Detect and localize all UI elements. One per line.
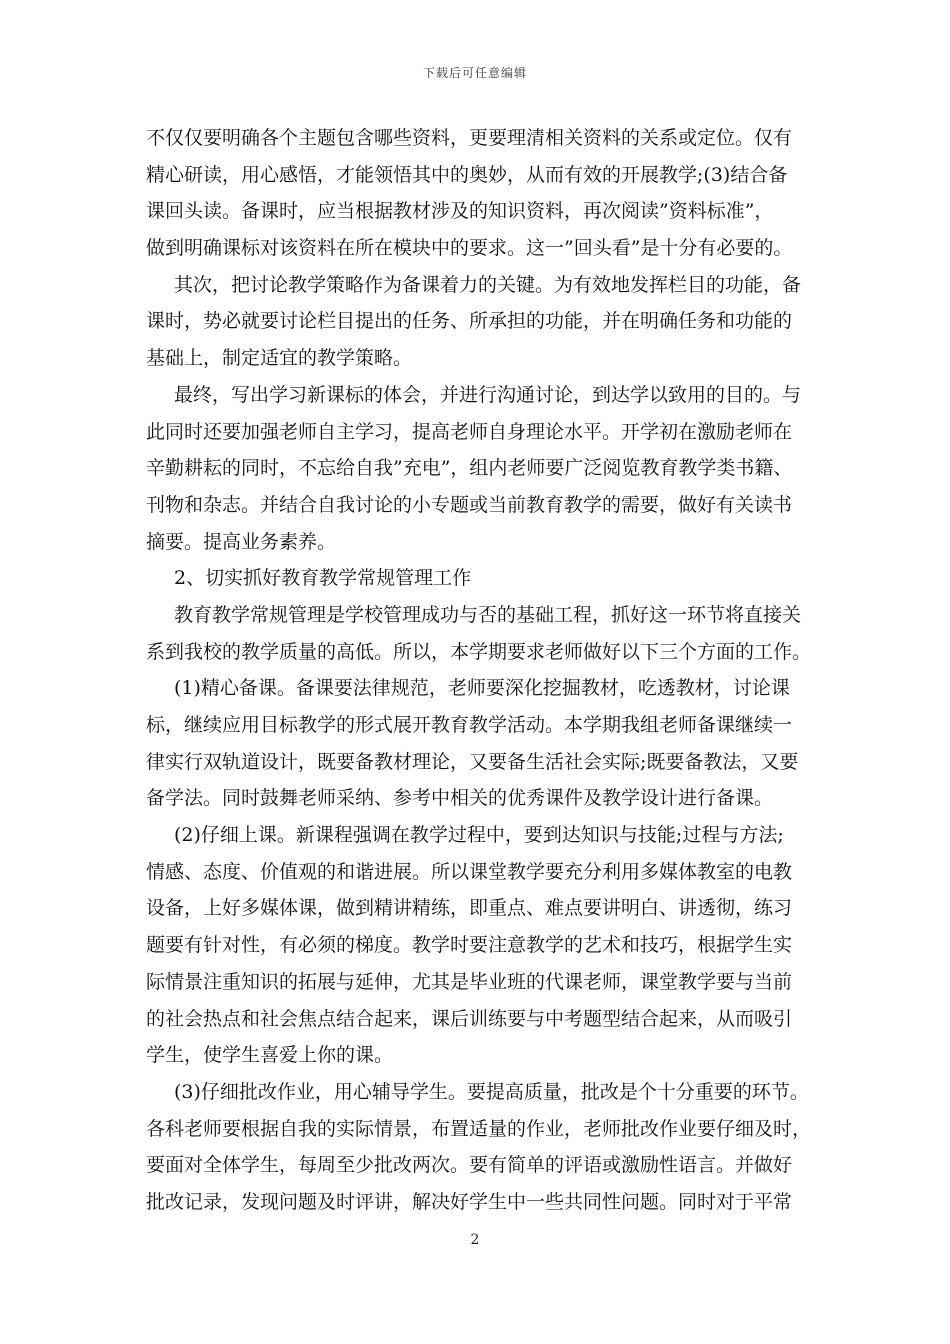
text-line: 题要有针对性，有必须的梯度。教学时要注意教学的艺术和技巧，根据学生实 [146,934,793,957]
text-line: 精心研读，用心感悟，才能领悟其中的奥妙，从而有效的开展教学;(3)结合备 [146,163,788,186]
text-line: (2)仔细上课。新课程强调在教学过程中，要到达知识与技能;过程与方法; [174,824,784,847]
text-line: 备学法。同时鼓舞老师采纳、参考中相关的优秀课件及教学设计进行备课。 [146,787,774,810]
text-line: 摘要。提高业务素养。 [146,530,337,553]
text-line: 情感、态度、价值观的和谐进展。所以课堂教学要充分利用多媒体教室的电教 [146,860,793,883]
page-number: 2 [470,1232,480,1248]
text-line: 批改记录，发现问题及时评讲，解决好学生中一些共同性问题。同时对于平常 [146,1190,793,1213]
text-line: 要面对全体学生，每周至少批改两次。要有简单的评语或激励性语言。并做好 [146,1154,793,1177]
text-line: 不仅仅要明确各个主题包含哪些资料，更要理清相关资料的关系或定位。仅有 [146,127,793,149]
text-line: 其次，把讨论教学策略作为备课着力的关键。为有效地发挥栏目的功能，备 [174,273,802,296]
text-line: 刊物和杂志。并结合自我讨论的小专题或当前教育教学的需要，做好有关读书 [146,493,793,516]
text-line: 最终，写出学习新课标的体会，并进行沟通讨论，到达学以致用的目的。与 [174,383,802,406]
text-line: 做到明确课标对该资料在所在模块中的要求。这一”回头看”是十分有必要的。 [146,237,793,260]
text-line: 课回头读。备课时，应当根据教材涉及的知识资料，再次阅读”资料标准”， [146,200,774,223]
text-line: 各科老师要根据自我的实际情景，布置适量的作业，老师批改作业要仔细及时， [146,1117,812,1140]
text-line: 基础上，制定适宜的教学策略。 [146,347,413,370]
text-line: 际情景注重知识的拓展与延伸，尤其是毕业班的代课老师，课堂教学要与当前 [146,970,793,993]
text-line: 标，继续应用目标教学的形式展开教育教学活动。本学期我组老师备课继续一 [146,714,793,736]
text-line: 教育教学常规管理是学校管理成功与否的基础工程，抓好这一环节将直接关 [174,603,802,626]
text-line: 系到我校的教学质量的高低。所以，本学期要求老师做好以下三个方面的工作。 [146,640,812,663]
text-line: 课时，势必就要讨论栏目提出的任务、所承担的功能，并在明确任务和功能的 [146,310,793,333]
text-line: (3)仔细批改作业，用心辅导学生。要提高质量，批改是个十分重要的环节。 [174,1080,809,1103]
text-line: 学生，使学生喜爱上你的课。 [146,1044,394,1067]
page-header: 下载后可任意编辑 [422,66,527,80]
text-line: 的社会热点和社会焦点结合起来，课后训练要与中考题型结合起来，从而吸引 [146,1007,793,1030]
document-body [146,120,810,1221]
text-line: (1)精心备课。备课要法律规范，老师要深化挖掘教材，吃透教材，讨论课 [174,677,790,700]
text-line: 2、切实抓好教育教学常规管理工作 [174,567,472,590]
text-line: 此同时还要加强老师自主学习，提高老师自身理论水平。开学初在激励老师在 [146,420,793,443]
text-line: 辛勤耕耘的同时，不忘给自我”充电”，组内老师要广泛阅览教育教学类书籍、 [146,457,793,480]
text-line: 律实行双轨道设计，既要备教材理论，又要备生活社会实际;既要备教法，又要 [146,750,799,773]
text-line: 设备，上好多媒体课，做到精讲精练，即重点、难点要讲明白、讲透彻，练习 [146,897,793,920]
